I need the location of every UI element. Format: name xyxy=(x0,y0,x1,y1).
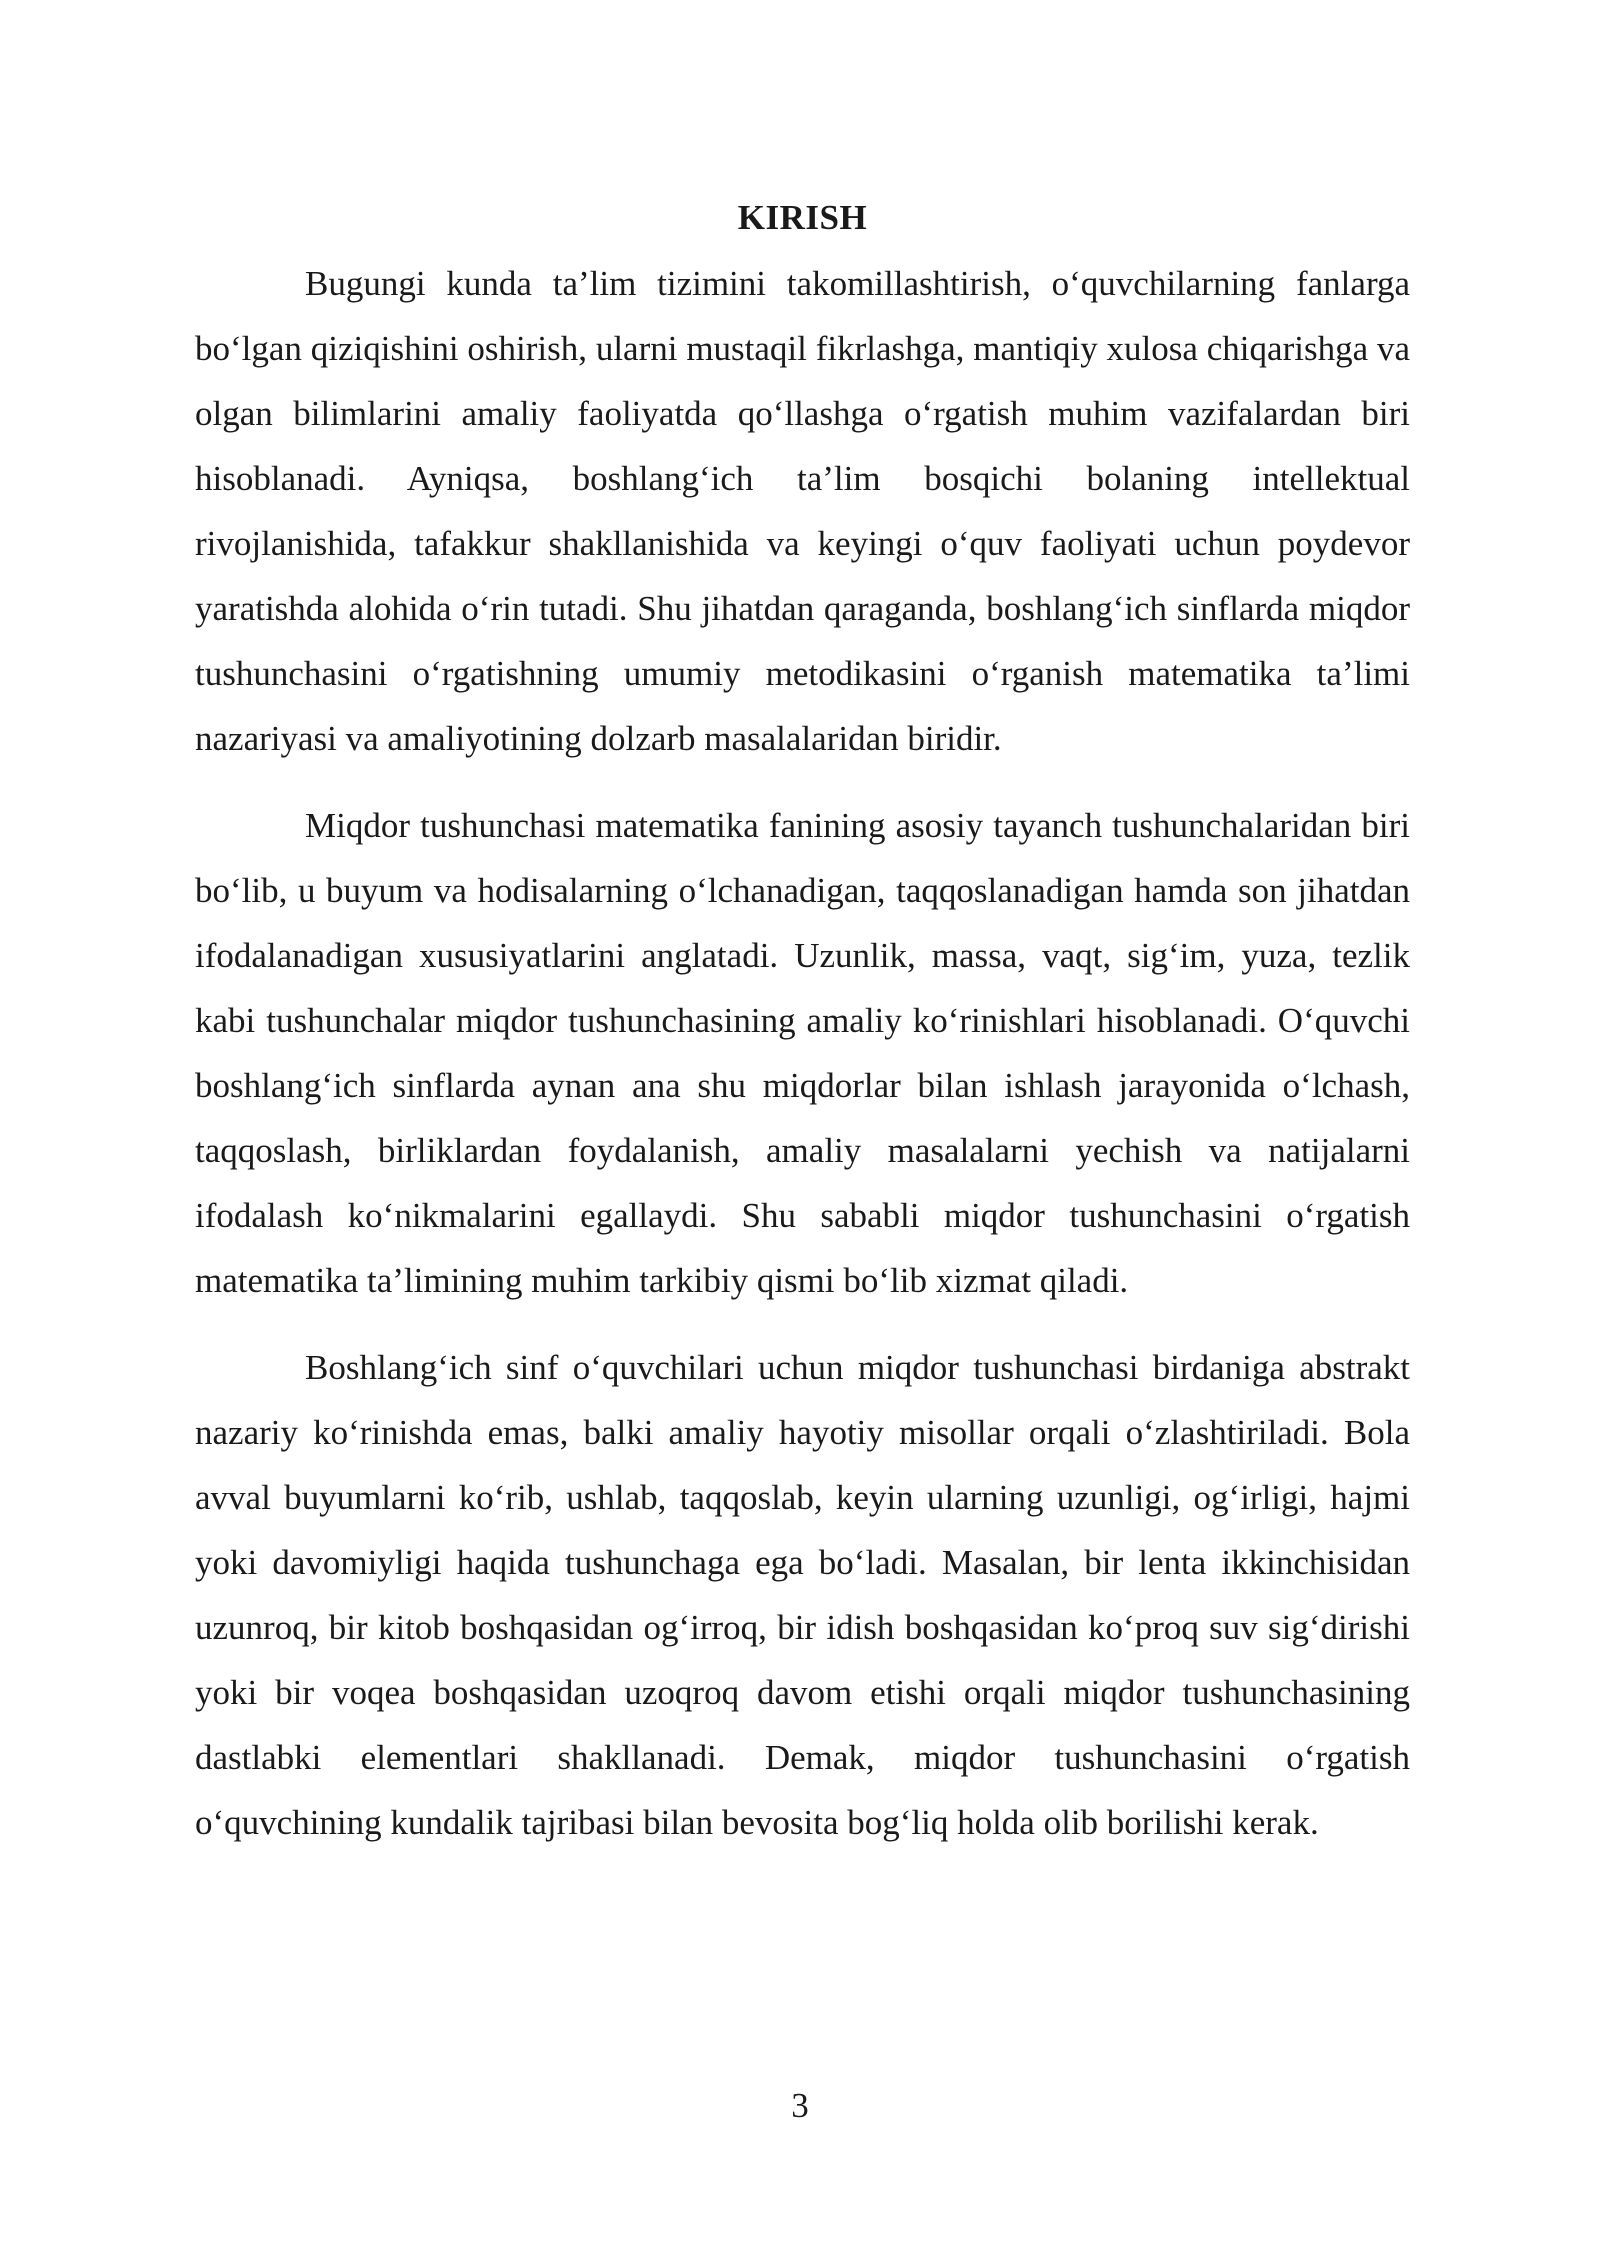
section-title: KIRISH xyxy=(737,198,868,237)
paragraph-3: Boshlang‘ich sinf o‘quvchilari uchun miqdor tushunchasi birdaniga abstrakt nazariy ko‘rinishda emas, balki amaliy hayotiy misollar orqali o‘zlashtiriladi. Bola avval buyumlarni ko‘rib, ushlab, taqqoslab, keyin ularning uzunligi, og‘irligi, hajmi yoki davomiyligi haqida tushunchaga ega bo‘ladi. Masalan, bir lenta ikkinchisidan uzunroq, bir kitob boshqasidan og‘irroq, bir idish boshqasidan ko‘proq suv sig‘dirishi yoki bir voqea boshqasidan uzoqroq davom etishi orqali miqdor tushunchasining dastlabki elementlari shakllanadi. Demak, miqdor tushunchasini o‘rgatish o‘quvchining kundalik tajribasi bilan bevosita bog‘liq holda olib borilishi kerak. xyxy=(195,1348,1410,1842)
paragraph-1: Bugungi kunda ta’lim tizimini takomillashtirish, o‘quvchilarning fanlarga bo‘lgan qiziqishini oshirish, ularni mustaqil fikrlashga, mantiqiy xulosa chiqarishga va olgan bilimlarini amaliy faoliyatda qo‘llashga o‘rgatish muhim vazifalardan biri hisoblanadi. Ayniqsa, boshlang‘ich ta’lim bosqichi bolaning intellektual rivojlanishida, tafakkur shakllanishida va keyingi o‘quv faoliyati uchun poydevor yaratishda alohida o‘rin tutadi. Shu jihatdan qaraganda, boshlang‘ich sinflarda miqdor tushunchasini o‘rgatishning umumiy metodikasini o‘rganish matematika ta’limi nazariyasi va amaliyotining dolzarb masalalaridan biridir. xyxy=(195,264,1410,758)
page-content xyxy=(195,190,1410,1877)
page-number: 3 xyxy=(791,2086,809,2125)
paragraph-2: Miqdor tushunchasi matematika fanining asosiy tayanch tushunchalaridan biri bo‘lib, u buyum va hodisalarning o‘lchanadigan, taqqoslanadigan hamda son jihatdan ifodalanadigan xususiyatlarini anglatadi. Uzunlik, massa, vaqt, sig‘im, yuza, tezlik kabi tushunchalar miqdor tushunchasining amaliy ko‘rinishlari hisoblanadi. O‘quvchi boshlang‘ich sinflarda aynan ana shu miqdorlar bilan ishlash jarayonida o‘lchash, taqqoslash, birliklardan foydalanish, amaliy masalalarni yechish va natijalarni ifodalash ko‘nikmalarini egallaydi. Shu sababli miqdor tushunchasini o‘rgatish matematika ta’limining muhim tarkibiy qismi bo‘lib xizmat qiladi. xyxy=(195,806,1410,1300)
